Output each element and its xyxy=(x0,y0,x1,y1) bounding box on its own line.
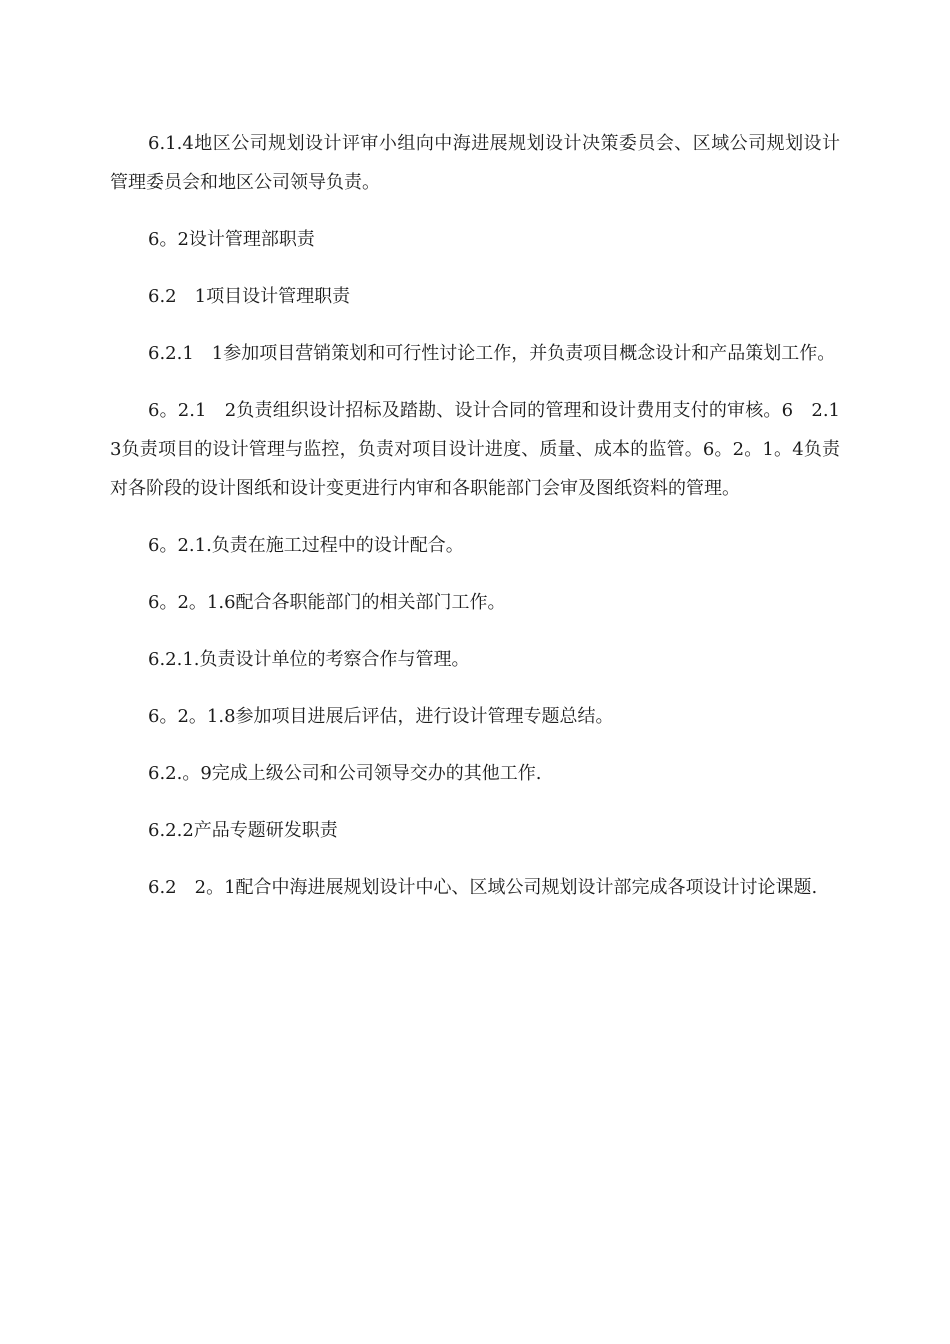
paragraph-6-2-1-2: 6。2.1 2负责组织设计招标及踏勘、设计合同的管理和设计费用支付的审核。6 2.1 3负责项目的设计管理与监控，负责对项目设计进度、质量、成本的监管。6。2。1。4负责对各阶段的设计图纸和设计变更进行内审和各职能部门会审及图纸资料的管理。 xyxy=(110,400,858,499)
paragraph-6-2-2-1: 6.2 2。1配合中海进展规划设计中心、区域公司规划设计部完成各项设计讨论课题. xyxy=(148,877,818,898)
paragraph-6-1-4: 6.1.4地区公司规划设计评审小组向中海进展规划设计决策委员会、区域公司规划设计管理委员会和地区公司领导负责。 xyxy=(110,133,840,193)
paragraph-6-2-1-5: 6。2.1.负责在施工过程中的设计配合。 xyxy=(148,535,464,556)
paragraph-6-2-1-8: 6。2。1.8参加项目进展后评估，进行设计管理专题总结。 xyxy=(148,706,614,727)
paragraph-6-2-1-6: 6。2。1.6配合各职能部门的相关部门工作。 xyxy=(148,592,506,613)
paragraph-6-2-1-9: 6.2.。9完成上级公司和公司领导交办的其他工作. xyxy=(148,763,542,784)
heading-6-2: 6。2设计管理部职责 xyxy=(148,229,315,250)
heading-6-2-1: 6.2 1项目设计管理职责 xyxy=(148,286,351,307)
paragraph-6-2-1-1: 6.2.1 1参加项目营销策划和可行性讨论工作，并负责项目概念设计和产品策划工作。 xyxy=(148,343,836,364)
heading-6-2-2: 6.2.2产品专题研发职责 xyxy=(148,820,338,841)
paragraph-6-2-1-7: 6.2.1.负责设计单位的考察合作与管理。 xyxy=(148,649,470,670)
document-body xyxy=(110,124,858,925)
